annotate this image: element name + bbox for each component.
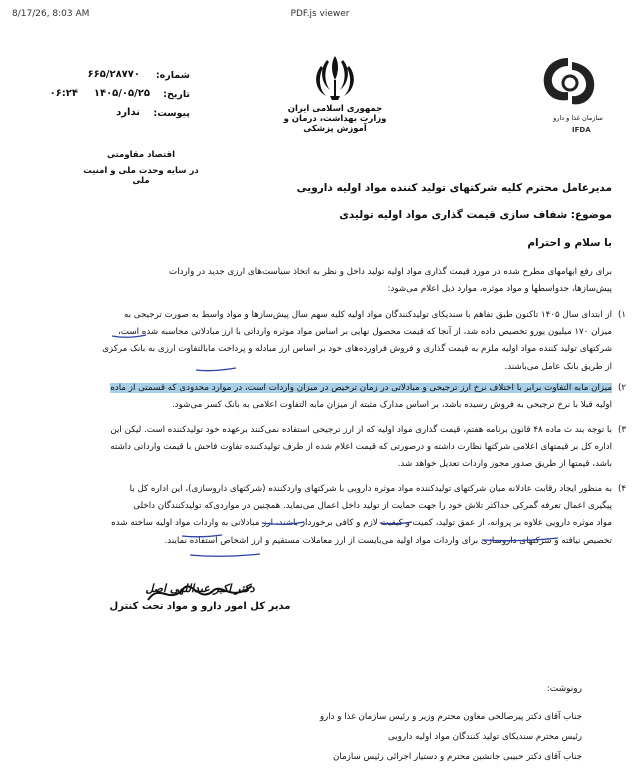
meta-date-value: ۱۴۰۵/۰۵/۲۵: [93, 88, 150, 99]
ifda-brand-text: سازمان غذا و دارو: [553, 114, 603, 122]
cc-list: [42, 712, 582, 772]
meta-attachment-value: ندارد: [116, 107, 140, 118]
signature-block: [100, 582, 300, 612]
letter-subject: موضوع: شفاف سازی قیمت گذاری مواد اولیه تولیدی: [339, 209, 612, 221]
letter-recipient: مدیرعامل محترم کلیه شرکتهای تولید کننده مواد اولیه دارویی: [296, 182, 612, 194]
item-line: از طریق بانک عامل می‌باشند.: [504, 361, 612, 372]
ifda-acronym: IFDA: [572, 126, 591, 134]
item-line: اداره کل بر قیمتهای اعلامی شرکتها نظارت داشته و درصورتی که قیمت اعلام شده از طرف تولیدکننده تفاوت فاحش با قیمت وارداتی داشته: [110, 442, 612, 453]
item-line: از ابتدای سال ۱۴۰۵ تاکنون طبق تفاهم با سندیکای تولیدکنندگان مواد اولیه کلیه سهم سال پیش‌سازها و مواد واسط به صورت ترجیحی به: [123, 310, 612, 320]
item-line: پیگیری اعمال تعرفه گمرکی حداکثر تلاش خود را جهت حمایت از تولید داخل اعمال می‌نماید. همچنین در مواردی‌که تولیدکنندگان داخلی: [133, 501, 612, 512]
item-line: مواد موثره دارویی علاوه بر پروانه، از عمق تولید، کمیت و کیفیت لازم و کافی برخوردار باشند، ارز مبادلاتی به واردات مواد اولیه ساخته شده: [111, 518, 612, 529]
item-line: باشد، قیمتها از طریق صدور مجوز واردات تعدیل خواهد شد.: [397, 459, 612, 470]
letter-greeting: با سلام و احترام: [527, 237, 612, 249]
item-line: میزان ۱۷۰ میلیون یورو تخصیص داده شد، از آنجا که قیمت محصول نهایی بر اساس مواد موثره وارداتی با ارز مبادلاتی محاسبه شده است،: [117, 327, 612, 338]
slogan-line2: در سایه وحدت ملی و امنیت ملی: [83, 166, 199, 186]
header-line-republic: جمهوری اسلامی ایران: [287, 104, 383, 114]
intro-line: برای رفع ابهامهای مطرح شده در مورد قیمت گذاری مواد اولیه تولید داخل و نظر به اتخاذ سیاست‌های ارزی جدید در واردات: [169, 267, 612, 277]
signatory-name: دکتر اکبر عبداللهی اصل: [145, 582, 255, 595]
cc-item: جناب آقای دکتر حبیبی جانشین محترم و دستیار اجرائی رئیس سازمان: [332, 752, 582, 762]
highlighted-text: میزان مابه التفاوت برابر با اختلاف نرخ ارز ترجیحی و مبادلاتی در زمان ترخیص در میزان واردات است، در موارد محدودی که قسمتی از ماده: [110, 383, 612, 393]
cc-item: رئیس محترم سندیکای تولید کنندگان مواد اولیه دارویی: [388, 732, 582, 742]
item-line: اولیه قبلا با نرخ ترجیحی به فروش رسیده باشد، بر اساس مدارک مثبته از میزان مابه التفاوت اعلامی به بانک کسر می‌شود.: [171, 400, 612, 411]
meta-time-value: ۰۶:۲۴: [49, 88, 78, 99]
item-number: ۲): [617, 383, 626, 393]
signatory-title: مدیر کل امور دارو و مواد تحت کنترل: [109, 601, 291, 612]
meta-number-label: شماره:: [155, 70, 190, 81]
item-number: ۱): [617, 310, 626, 320]
cc-heading: رونوشت:: [546, 684, 582, 694]
meta-date-label: تاریخ:: [163, 89, 190, 100]
item-number: ۴): [617, 484, 626, 494]
meta-number-value: ۶۶۵/۲۸۷۷۰: [87, 69, 140, 80]
print-timestamp: 8/17/26, 8:03 AM: [12, 9, 90, 19]
meta-attachment-label: پیوست:: [153, 108, 190, 119]
item-line: تخصیص نیافته و شرکتهای داروسازی برای واردات مواد اولیه می‌بایست از ارز معاملات مستقیم و ارز اشخاص استفاده نمایند.: [164, 535, 612, 546]
item-line: با توجه بند ث ماده ۴۸ قانون برنامه هفتم، قیمت گذاری مواد اولیه که از ارز ترجیحی استفاده نمی‌کنند برعهده خود تولیدکننده است. لیکن این: [110, 425, 612, 435]
slogan-line1: اقتصاد مقاومتی: [106, 150, 176, 160]
item-number: ۳): [617, 425, 626, 435]
cc-item: جناب آقای دکتر پیرصالحی معاون محترم وزیر و رئیس سازمان غذا و دارو: [319, 712, 582, 722]
item-line: شرکتهای تولید کننده مواد اولیه ملزم به قیمت گذاری و فروش فراورده‌های خود بر اساس ارز مبادله و پرداخت مابالتفاوت ارزی به بانک مرکزی: [102, 344, 612, 355]
print-title: PDF.js viewer: [290, 9, 350, 19]
item-line: به منظور ایجاد رقابت عادلانه میان شرکتهای تولیدکننده مواد موثره دارویی با شرکتهای واردکننده (شرکتهای داروسازی)، این اداره کل با: [129, 484, 612, 494]
header-line-ministry: وزارت بهداشت، درمان و آموزش پزشکی: [283, 114, 387, 134]
intro-line: پیش‌سازها، حدواسطها و مواد موثره، موارد ذیل اعلام می‌شود:: [387, 284, 612, 294]
